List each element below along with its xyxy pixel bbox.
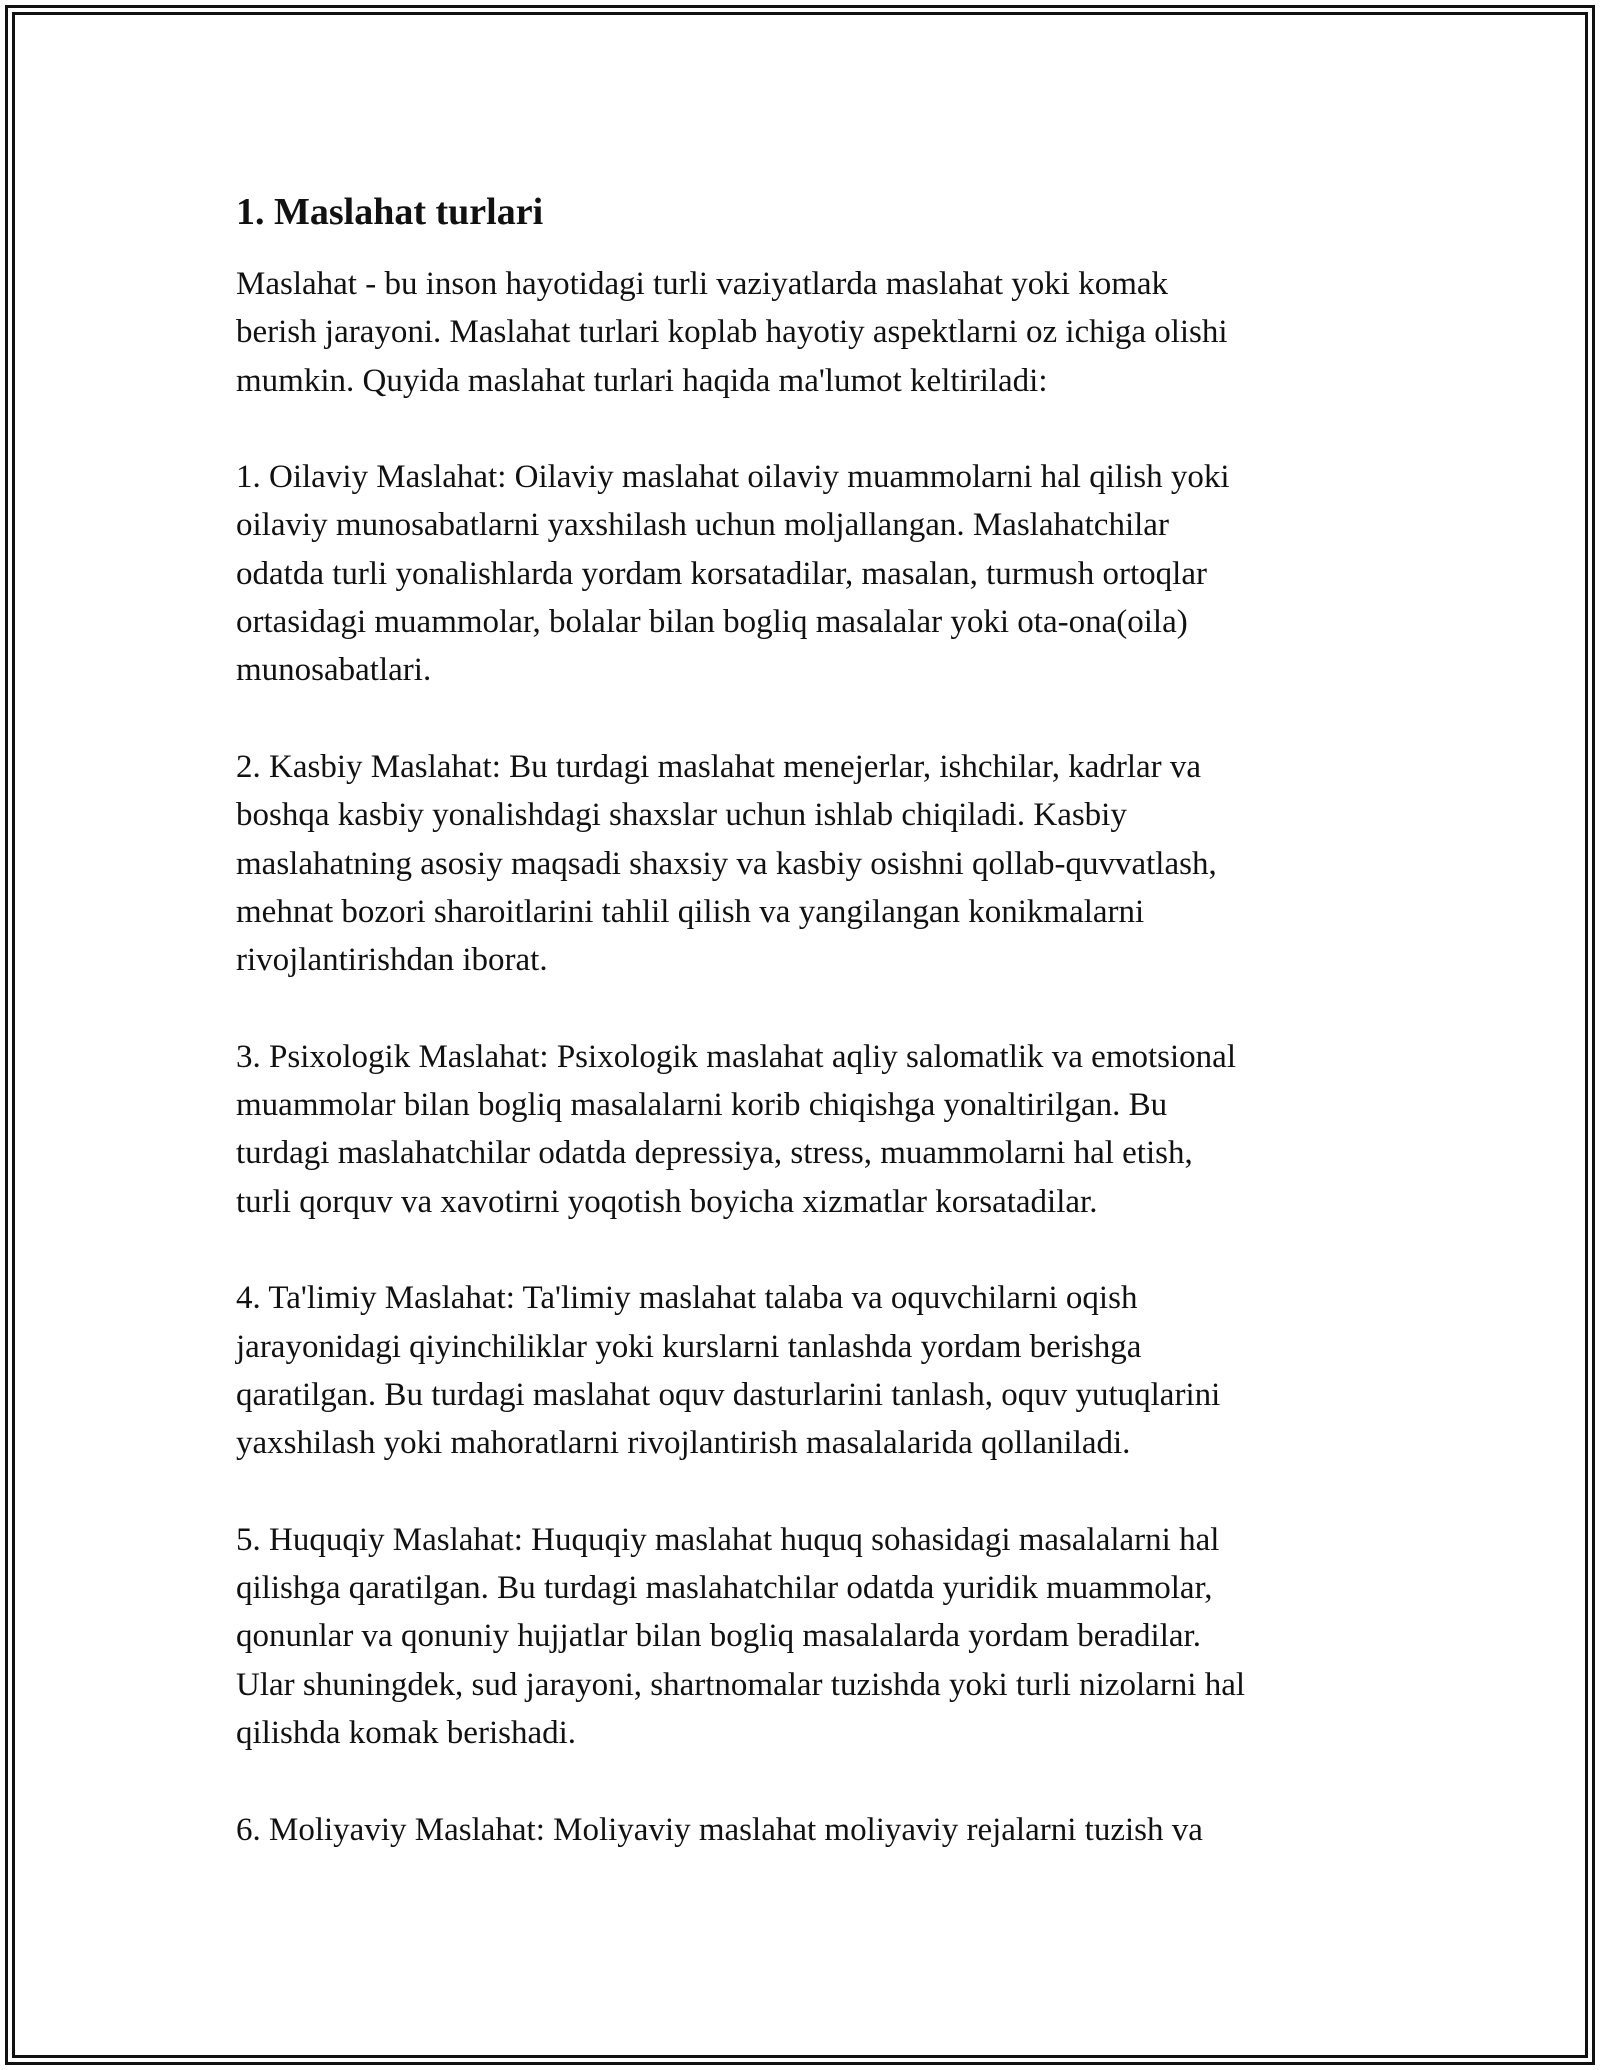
text-line: qaratilgan. Bu turdagi maslahat oquv dasturlarini tanlash, oquv yutuqlarini <box>236 1376 1221 1413</box>
section-heading: 1. Maslahat turlari <box>236 191 544 233</box>
text-line: 2. Kasbiy Maslahat: Bu turdagi maslahat menejerlar, ishchilar, kadrlar va <box>236 748 1202 785</box>
text-line: odatda turli yonalishlarda yordam korsatadilar, masalan, turmush ortoqlar <box>236 555 1207 592</box>
paragraph-spacer <box>236 405 1386 453</box>
text-line: oilaviy munosabatlarni yaxshilash uchun moljallangan. Maslahatchilar <box>236 507 1169 544</box>
text-line: boshqa kasbiy yonalishdagi shaxslar uchun ishlab chiqiladi. Kasbiy <box>236 797 1127 834</box>
paragraph-spacer <box>236 1757 1386 1805</box>
text-line: 5. Huquqiy Maslahat: Huquqiy maslahat huquq sohasidagi masalalarni hal <box>236 1521 1220 1558</box>
text-line: Maslahat - bu inson hayotidagi turli vaziyatlarda maslahat yoki komak <box>236 266 1169 302</box>
text-line: ortasidagi muammolar, bolalar bilan bogliq masalalar yoki ota-ona(oila) <box>236 604 1188 641</box>
text-line: munosabatlari. <box>236 652 432 689</box>
paragraph-huquqiy <box>236 1516 1386 1757</box>
text-line: mehnat bozori sharoitlarini tahlil qilish va yangilangan konikmalarni <box>236 893 1145 930</box>
text-line: maslahatning asosiy maqsadi shaxsiy va kasbiy osishni qollab-quvvatlash, <box>236 845 1217 882</box>
paragraph-talimiy <box>236 1274 1386 1467</box>
paragraph-intro <box>236 260 1386 405</box>
text-line: 1. Oilaviy Maslahat: Oilaviy maslahat oilaviy muammolarni hal qilish yoki <box>236 459 1230 496</box>
paragraph-psixologik <box>236 1033 1386 1226</box>
text-line: Ular shuningdek, sud jarayoni, shartnomalar tuzishda yoki turli nizolarni hal <box>236 1666 1246 1703</box>
paragraph-moliyaviy <box>236 1806 1386 1854</box>
text-line: 6. Moliyaviy Maslahat: Moliyaviy maslahat moliyaviy rejalarni tuzish va <box>236 1811 1203 1848</box>
text-line: muammolar bilan bogliq masalalarni korib chiqishga yonaltirilgan. Bu <box>236 1087 1168 1124</box>
text-line: yaxshilash yoki mahoratlarni rivojlantirish masalalarida qollaniladi. <box>236 1425 1131 1462</box>
text-line: qonunlar va qonuniy hujjatlar bilan bogliq masalalarda yordam beradilar. <box>236 1618 1201 1655</box>
text-line: 4. Ta'limiy Maslahat: Ta'limiy maslahat talaba va oquvchilarni oqish <box>236 1280 1138 1317</box>
text-line: rivojlantirishdan iborat. <box>236 942 548 979</box>
text-line: turli qorquv va xavotirni yoqotish boyicha xizmatlar korsatadilar. <box>236 1183 1098 1220</box>
paragraph-spacer <box>236 984 1386 1032</box>
paragraph-spacer <box>236 1467 1386 1515</box>
text-line: berish jarayoni. Maslahat turlari koplab hayotiy aspektlarni oz ichiga olishi <box>236 314 1228 351</box>
text-line: qilishda komak berishadi. <box>236 1714 577 1751</box>
text-line: 3. Psixologik Maslahat: Psixologik maslahat aqliy salomatlik va emotsional <box>236 1038 1236 1075</box>
text-line: qilishga qaratilgan. Bu turdagi maslahatchilar odatda yuridik muammolar, <box>236 1570 1213 1607</box>
text-line: jarayonidagi qiyinchiliklar yoki kurslarni tanlashda yordam berishga <box>236 1328 1142 1365</box>
paragraph-kasbiy <box>236 743 1386 984</box>
paragraph-spacer <box>236 1226 1386 1274</box>
document-body <box>236 180 1386 1854</box>
paragraph-spacer <box>236 695 1386 743</box>
heading-spacer <box>236 244 1386 260</box>
text-line: turdagi maslahatchilar odatda depressiya, stress, muammolarni hal etish, <box>236 1135 1193 1172</box>
text-line: mumkin. Quyida maslahat turlari haqida ma'lumot keltiriladi: <box>236 362 1048 399</box>
paragraph-oilaviy <box>236 453 1386 694</box>
